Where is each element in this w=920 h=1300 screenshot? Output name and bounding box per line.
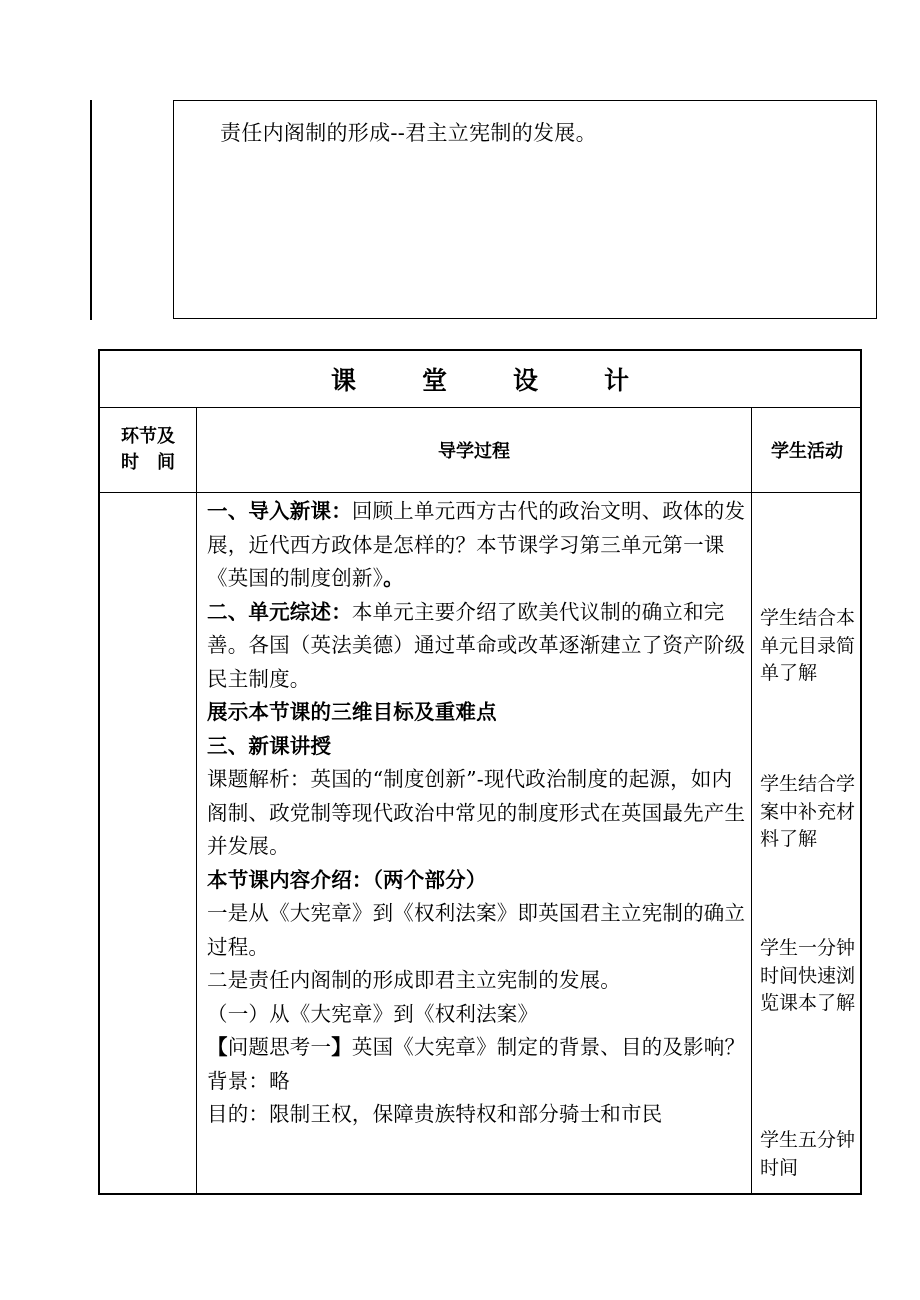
heading-new-lesson: 三、新课讲授 bbox=[207, 733, 332, 758]
heading-lesson-content: 本节课内容介绍：（两个部分） bbox=[207, 867, 487, 892]
intro-text: 回顾上单元西方古代的政治文明、政体的发展，近代西方政体是怎样的？本节课学习第三单元第一课《英国的制度创新》 bbox=[207, 499, 746, 590]
paragraph-section-one: （一）从《大宪章》到《权利法案》 bbox=[207, 1001, 539, 1026]
bracket-close: 】 bbox=[331, 1035, 352, 1059]
student-activity-1: 学生结合本单元目录简单了解 bbox=[760, 607, 856, 684]
title-char: 堂 bbox=[421, 366, 447, 395]
paragraph-background: 背景：略 bbox=[207, 1068, 290, 1093]
cell-text: 责任内阁制的形成--君主立宪制的发展。 bbox=[220, 121, 597, 145]
paragraph-part-one: 一是从《大宪章》到《权利法案》即英国君主立宪制的确立过程。 bbox=[207, 901, 746, 959]
lesson-design-table bbox=[98, 349, 862, 1195]
title-char: 计 bbox=[604, 366, 630, 395]
paragraph-objectives: 展示本节课的三维目标及重难点 bbox=[207, 700, 497, 724]
paragraph-question-one bbox=[207, 1031, 747, 1065]
paragraph-topic-analysis: 课题解析：英国的“制度创新”-现代政治制度的起源，如内阁制、政党制等现代政治中常见的制度形式在英国最先产生并发展。 bbox=[207, 767, 746, 858]
heading-unit-overview: 二、单元综述： bbox=[207, 599, 352, 624]
bracket-open: 【 bbox=[207, 1035, 228, 1059]
header-stage-time bbox=[100, 408, 196, 492]
paragraph-intro bbox=[207, 495, 747, 596]
paragraph-unit-overview bbox=[207, 596, 747, 697]
title-char: 设 bbox=[513, 366, 539, 395]
question-label: 问题思考一 bbox=[227, 1035, 332, 1059]
heading-intro: 一、导入新课： bbox=[207, 499, 352, 523]
student-activity-4: 学生五分钟时间 bbox=[760, 1129, 856, 1179]
paragraph-purpose: 目的：限制王权，保障贵族特权和部分骑士和市民 bbox=[207, 1102, 663, 1126]
unit-overview-text: 本单元主要介绍了欧美代议制的确立和完善。各国（英法美德）通过革命或改革逐渐建立了资产阶级民主制度。 bbox=[207, 599, 746, 691]
intro-end: 。 bbox=[383, 566, 404, 590]
column-divider bbox=[751, 407, 752, 1193]
student-activity-2: 学生结合学案中补充材料了解 bbox=[760, 773, 856, 850]
header-stage-label: 环节及 bbox=[121, 426, 175, 447]
header-guided-process: 导学过程 bbox=[438, 441, 510, 462]
student-activity-3: 学生一分钟时间快速浏览课本了解 bbox=[760, 937, 856, 1014]
column-divider bbox=[196, 407, 197, 1193]
paragraph-part-two: 二是责任内阁制的形成即君主立宪制的发展。 bbox=[207, 968, 621, 992]
header-time-label: 时 间 bbox=[121, 452, 175, 473]
row-divider bbox=[100, 492, 860, 493]
previous-table-cell bbox=[173, 100, 877, 319]
question-text: 英国《大宪章》制定的背景、目的及影响？ bbox=[351, 1035, 746, 1059]
left-margin-rule bbox=[90, 100, 92, 320]
guided-process-content bbox=[207, 495, 747, 1132]
title-char: 课 bbox=[330, 366, 356, 395]
header-student-activity: 学生活动 bbox=[771, 441, 843, 462]
table-title bbox=[100, 351, 860, 407]
